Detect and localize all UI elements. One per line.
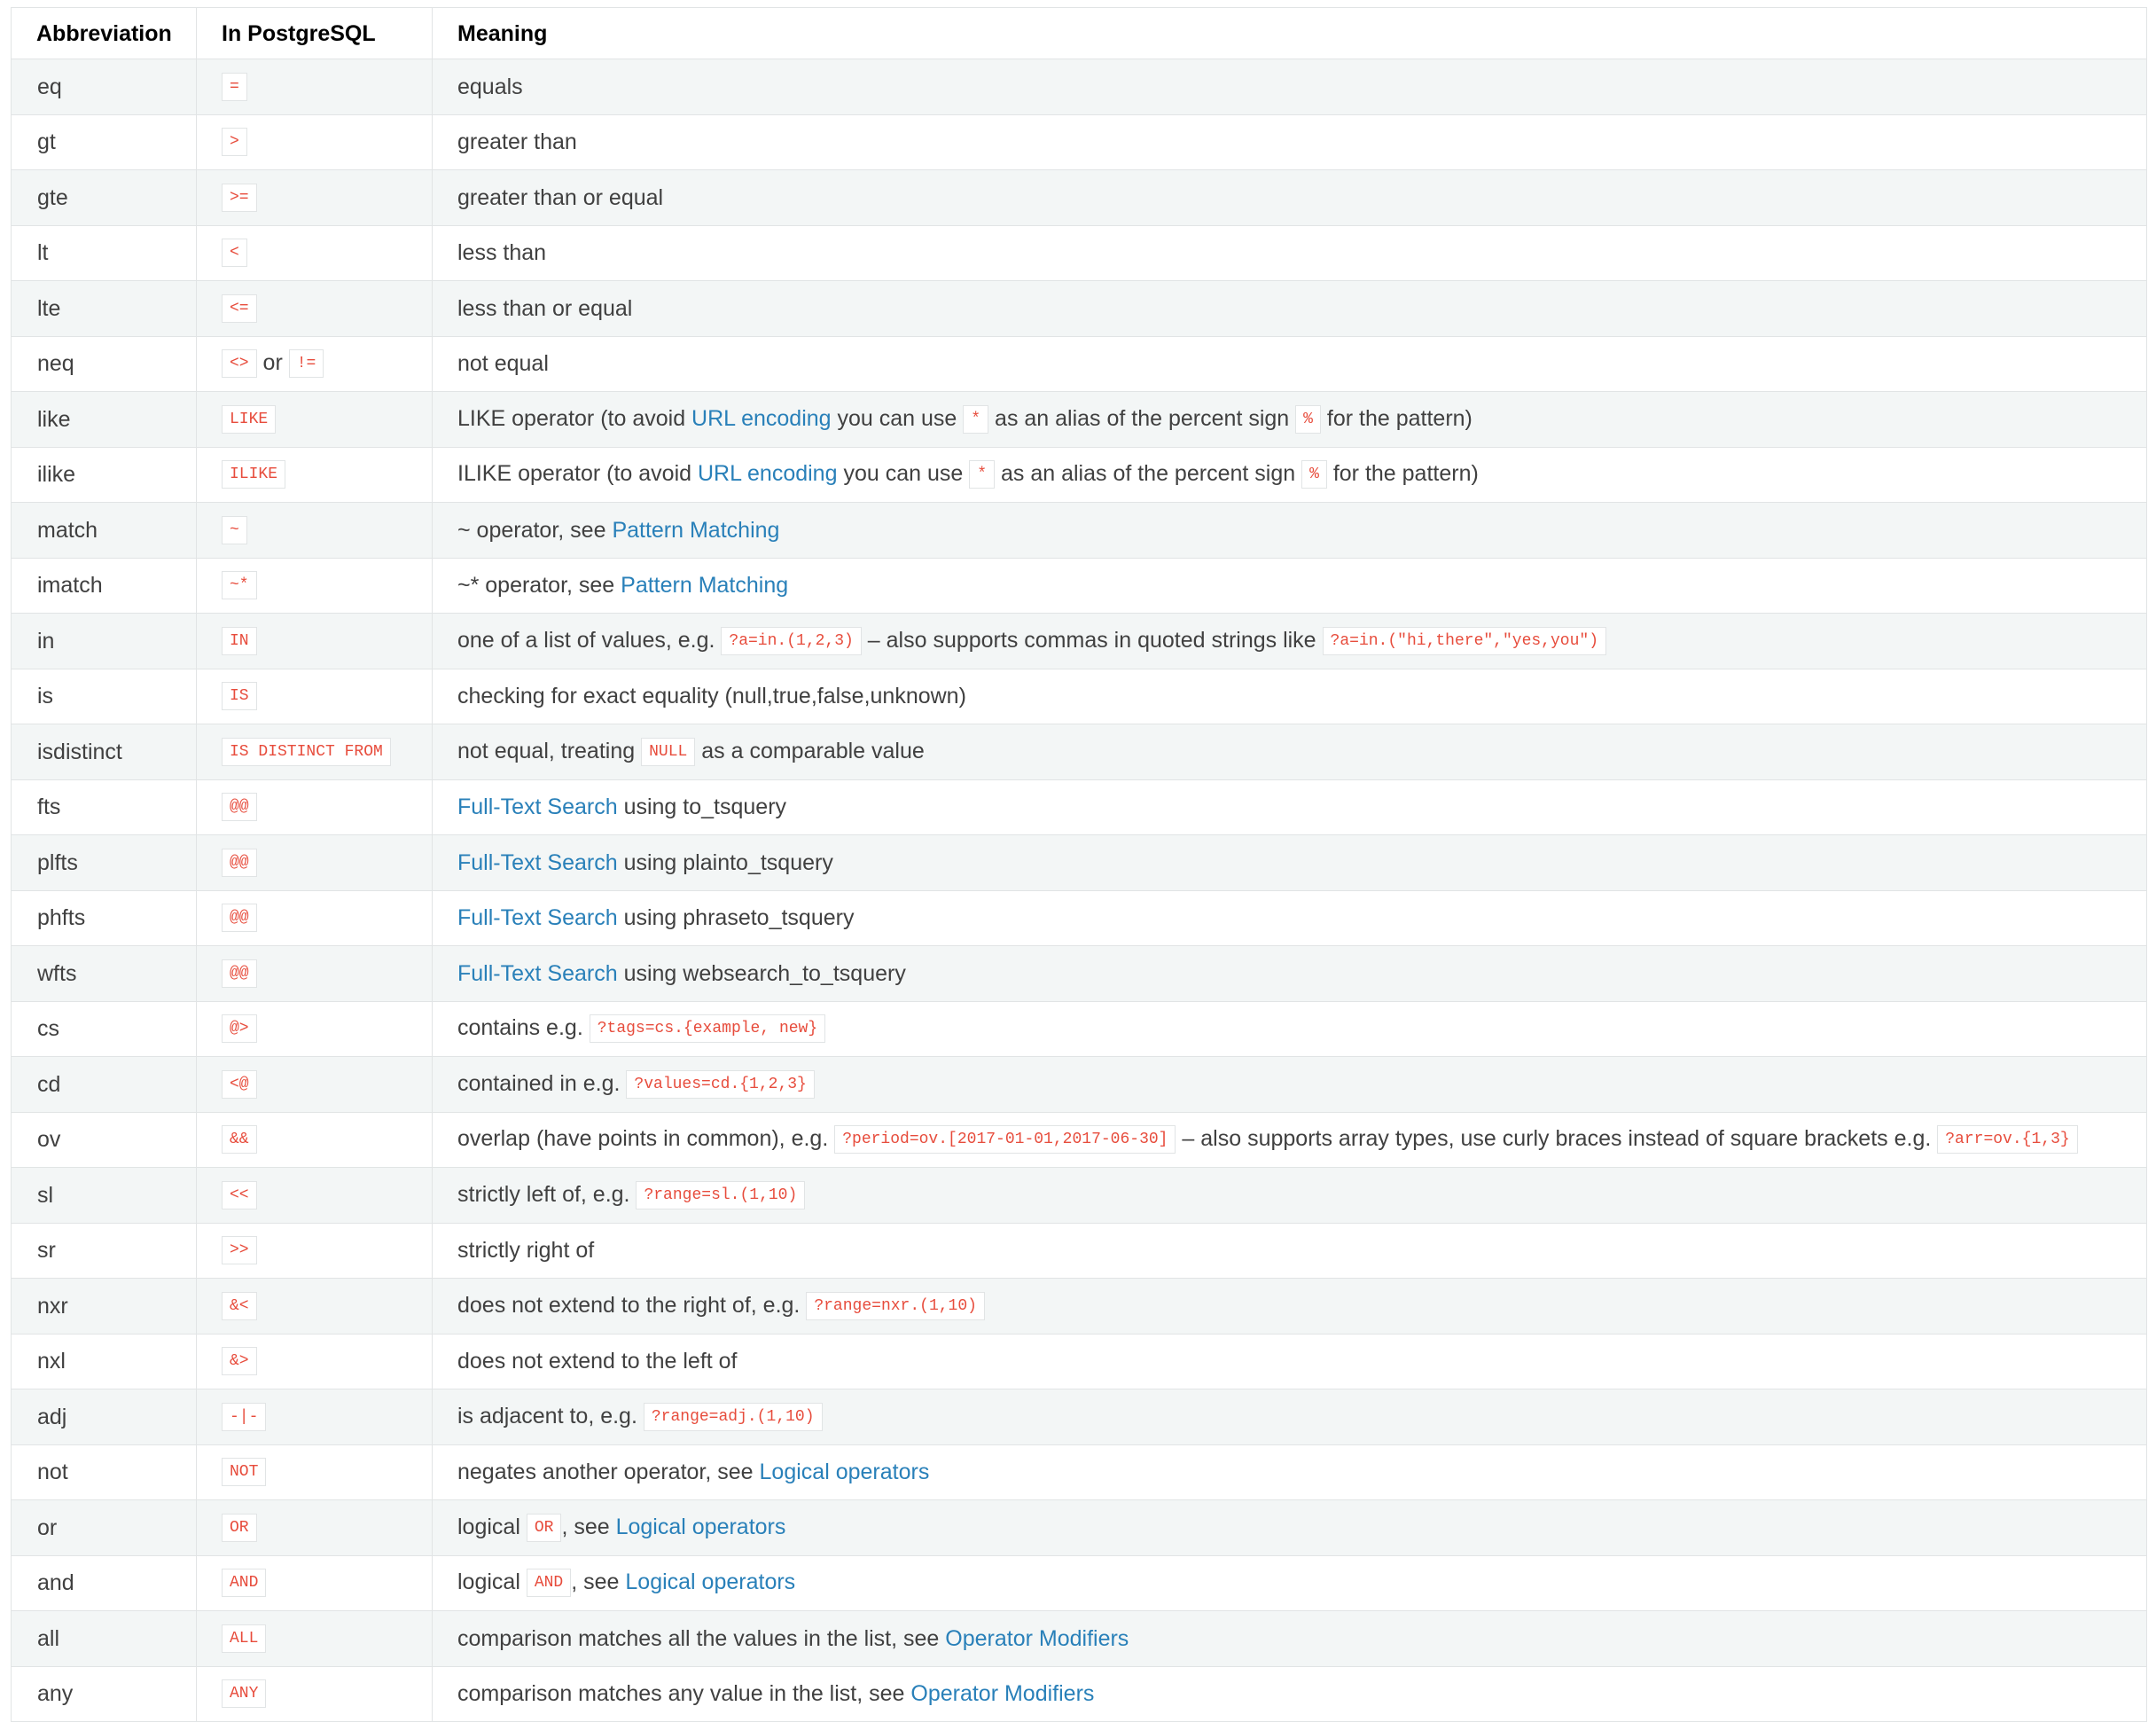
table-row xyxy=(12,946,2147,1002)
table-row xyxy=(12,1112,2147,1168)
cell-text: as an alias of the percent sign xyxy=(995,461,1302,487)
meaning-cell xyxy=(433,779,2147,835)
abbreviation-cell: nxl xyxy=(12,1334,197,1389)
cell-text: ~* operator, see xyxy=(457,573,621,599)
code-snippet: * xyxy=(969,460,995,489)
meaning-cell xyxy=(433,336,2147,392)
table-row xyxy=(12,724,2147,780)
cell-text: for the pattern) xyxy=(1326,461,1479,487)
table-row xyxy=(12,281,2147,337)
table-row xyxy=(12,1555,2147,1611)
meaning-cell xyxy=(433,1112,2147,1168)
meaning-cell xyxy=(433,1444,2147,1500)
code-snippet: < xyxy=(222,239,247,267)
table-row xyxy=(12,890,2147,946)
doc-link[interactable]: Logical operators xyxy=(615,1514,786,1539)
code-snippet: @@ xyxy=(222,849,257,877)
code-snippet: ?a=in.(1,2,3) xyxy=(721,627,861,655)
meaning-cell xyxy=(433,281,2147,337)
table-row xyxy=(12,1279,2147,1335)
postgresql-operator-cell xyxy=(197,503,433,559)
meaning-cell xyxy=(433,614,2147,669)
postgresql-operator-cell xyxy=(197,779,433,835)
abbreviation-cell: adj xyxy=(12,1389,197,1445)
abbreviation-cell: in xyxy=(12,614,197,669)
meaning-cell xyxy=(433,890,2147,946)
meaning-cell xyxy=(433,669,2147,724)
abbreviation-cell: cd xyxy=(12,1057,197,1113)
cell-text: strictly right of xyxy=(457,1238,595,1264)
table-row xyxy=(12,225,2147,281)
code-snippet: LIKE xyxy=(222,405,276,434)
cell-text: does not extend to the left of xyxy=(457,1349,738,1374)
abbreviation-cell: match xyxy=(12,503,197,559)
code-snippet: % xyxy=(1301,460,1327,489)
code-snippet: && xyxy=(222,1125,257,1154)
cell-text: , see xyxy=(561,1514,616,1539)
cell-text: contains e.g. xyxy=(457,1015,590,1041)
meaning-cell xyxy=(433,59,2147,115)
abbreviation-cell: sl xyxy=(12,1168,197,1224)
meaning-cell xyxy=(433,225,2147,281)
abbreviation-cell: lte xyxy=(12,281,197,337)
code-snippet: <> xyxy=(222,349,257,378)
abbreviation-cell: any xyxy=(12,1666,197,1722)
cell-text: LIKE operator (to avoid xyxy=(457,405,692,431)
postgresql-operator-cell xyxy=(197,1223,433,1279)
abbreviation-cell: gt xyxy=(12,114,197,170)
abbreviation-cell: gte xyxy=(12,170,197,226)
doc-link[interactable]: Logical operators xyxy=(625,1569,796,1595)
meaning-cell xyxy=(433,447,2147,503)
cell-text: logical xyxy=(457,1514,527,1539)
cell-text: not equal, treating xyxy=(457,738,642,763)
postgresql-operator-cell xyxy=(197,1389,433,1445)
code-snippet: IS DISTINCT FROM xyxy=(222,738,391,766)
meaning-cell xyxy=(433,1334,2147,1389)
abbreviation-cell: fts xyxy=(12,779,197,835)
meaning-cell xyxy=(433,1168,2147,1224)
abbreviation-cell: wfts xyxy=(12,946,197,1002)
cell-text: logical xyxy=(457,1569,527,1595)
table-row xyxy=(12,170,2147,226)
postgresql-operator-cell xyxy=(197,281,433,337)
doc-link[interactable]: Logical operators xyxy=(759,1460,930,1485)
table-row xyxy=(12,1168,2147,1224)
table-row xyxy=(12,1057,2147,1113)
postgresql-operator-cell xyxy=(197,1112,433,1168)
cell-text: using plainto_tsquery xyxy=(617,849,833,875)
meaning-cell xyxy=(433,558,2147,614)
cell-text: – also supports commas in quoted strings like xyxy=(861,627,1323,653)
cell-text: you can use xyxy=(837,461,970,487)
table-row xyxy=(12,1500,2147,1556)
doc-link[interactable]: Pattern Matching xyxy=(621,573,789,599)
table-row xyxy=(12,336,2147,392)
code-snippet: ?arr=ov.{1,3} xyxy=(1937,1125,2077,1154)
cell-text: less than or equal xyxy=(457,295,633,321)
code-snippet: @@ xyxy=(222,959,257,988)
table-row xyxy=(12,1223,2147,1279)
cell-text: , see xyxy=(571,1569,626,1595)
meaning-cell xyxy=(433,1555,2147,1611)
meaning-cell xyxy=(433,1001,2147,1057)
code-snippet: >> xyxy=(222,1236,257,1264)
cell-text: less than xyxy=(457,240,547,266)
postgresql-operator-cell xyxy=(197,724,433,780)
meaning-cell xyxy=(433,1611,2147,1667)
table-header xyxy=(12,8,2147,59)
cell-text: strictly left of, e.g. xyxy=(457,1181,637,1207)
table-row xyxy=(12,1666,2147,1722)
meaning-cell xyxy=(433,946,2147,1002)
postgresql-operator-cell xyxy=(197,447,433,503)
doc-link[interactable]: Full-Text Search xyxy=(457,794,618,820)
meaning-cell xyxy=(433,1666,2147,1722)
code-snippet: % xyxy=(1295,405,1321,434)
postgresql-operator-cell xyxy=(197,392,433,448)
table-row xyxy=(12,114,2147,170)
code-snippet: AND xyxy=(222,1569,266,1597)
abbreviation-cell: is xyxy=(12,669,197,724)
cell-text: does not extend to the right of, e.g. xyxy=(457,1292,807,1318)
postgresql-operator-cell xyxy=(197,1334,433,1389)
operators-table xyxy=(11,7,2147,1722)
abbreviation-cell: eq xyxy=(12,59,197,115)
doc-link[interactable]: Pattern Matching xyxy=(612,517,780,543)
code-snippet: &> xyxy=(222,1347,257,1375)
cell-text: you can use xyxy=(831,405,964,431)
header-abbreviation: Abbreviation xyxy=(12,8,197,59)
cell-text: – also supports array types, use curly braces instead of square brackets e.g. xyxy=(1176,1126,1938,1152)
abbreviation-cell: or xyxy=(12,1500,197,1556)
cell-text: one of a list of values, e.g. xyxy=(457,627,722,653)
table-row xyxy=(12,447,2147,503)
meaning-cell xyxy=(433,392,2147,448)
code-snippet: ~ xyxy=(222,516,247,544)
cell-text: as a comparable value xyxy=(695,738,925,763)
cell-text: or xyxy=(256,350,289,376)
table-row xyxy=(12,558,2147,614)
table-row xyxy=(12,614,2147,669)
cell-text: greater than or equal xyxy=(457,184,664,210)
abbreviation-cell: plfts xyxy=(12,835,197,891)
doc-link[interactable]: URL encoding xyxy=(697,461,838,487)
code-snippet: ?range=sl.(1,10) xyxy=(636,1181,805,1209)
cell-text: greater than xyxy=(457,129,577,155)
code-snippet: ?values=cd.{1,2,3} xyxy=(626,1070,814,1099)
cell-text: is adjacent to, e.g. xyxy=(457,1403,644,1428)
code-snippet: ILIKE xyxy=(222,460,285,489)
postgresql-operator-cell xyxy=(197,1444,433,1500)
postgresql-operator-cell xyxy=(197,1168,433,1224)
postgresql-operator-cell xyxy=(197,1500,433,1556)
code-snippet: ALL xyxy=(222,1624,266,1653)
meaning-cell xyxy=(433,1223,2147,1279)
cell-text: comparison matches any value in the list, see xyxy=(457,1681,911,1707)
code-snippet: <= xyxy=(222,294,257,323)
header-row xyxy=(12,8,2147,59)
doc-link[interactable]: Operator Modifiers xyxy=(945,1625,1129,1651)
code-snippet: ~* xyxy=(222,571,257,599)
cell-text: for the pattern) xyxy=(1320,405,1472,431)
postgresql-operator-cell xyxy=(197,1666,433,1722)
cell-text: not equal xyxy=(457,351,549,377)
doc-link[interactable]: Full-Text Search xyxy=(457,849,618,875)
code-snippet: IN xyxy=(222,627,257,655)
abbreviation-cell: lt xyxy=(12,225,197,281)
cell-text: comparison matches all the values in the list, see xyxy=(457,1625,946,1651)
table-row xyxy=(12,1334,2147,1389)
code-snippet: != xyxy=(289,349,324,378)
code-snippet: NOT xyxy=(222,1458,266,1486)
meaning-cell xyxy=(433,1389,2147,1445)
abbreviation-cell: imatch xyxy=(12,558,197,614)
code-snippet: ANY xyxy=(222,1679,266,1708)
table-row xyxy=(12,59,2147,115)
postgresql-operator-cell xyxy=(197,1279,433,1335)
code-snippet: ?period=ov.[2017-01-01,2017-06-30] xyxy=(834,1125,1176,1154)
postgresql-operator-cell xyxy=(197,1057,433,1113)
code-snippet: ?range=nxr.(1,10) xyxy=(806,1292,985,1320)
postgresql-operator-cell xyxy=(197,1611,433,1667)
postgresql-operator-cell xyxy=(197,946,433,1002)
postgresql-operator-cell xyxy=(197,225,433,281)
doc-link[interactable]: URL encoding xyxy=(691,405,832,431)
postgresql-operator-cell xyxy=(197,890,433,946)
postgresql-operator-cell xyxy=(197,1001,433,1057)
code-snippet: OR xyxy=(527,1514,562,1542)
code-snippet: IS xyxy=(222,682,257,710)
table-row xyxy=(12,503,2147,559)
postgresql-operator-cell xyxy=(197,59,433,115)
code-snippet: ?a=in.("hi,there","yes,you") xyxy=(1323,627,1606,655)
postgresql-operator-cell xyxy=(197,669,433,724)
abbreviation-cell: and xyxy=(12,1555,197,1611)
cell-text: negates another operator, see xyxy=(457,1460,760,1485)
abbreviation-cell: ov xyxy=(12,1112,197,1168)
operators-table-container xyxy=(11,7,2147,1722)
abbreviation-cell: ilike xyxy=(12,447,197,503)
code-snippet: OR xyxy=(222,1514,257,1542)
postgresql-operator-cell xyxy=(197,614,433,669)
code-snippet: <@ xyxy=(222,1070,257,1099)
table-row xyxy=(12,1444,2147,1500)
code-snippet: ?range=adj.(1,10) xyxy=(644,1403,823,1431)
postgresql-operator-cell xyxy=(197,170,433,226)
code-snippet: NULL xyxy=(641,738,695,766)
cell-text: contained in e.g. xyxy=(457,1070,627,1096)
abbreviation-cell: all xyxy=(12,1611,197,1667)
doc-link[interactable]: Operator Modifiers xyxy=(910,1681,1095,1707)
meaning-cell xyxy=(433,1500,2147,1556)
meaning-cell xyxy=(433,170,2147,226)
postgresql-operator-cell xyxy=(197,336,433,392)
meaning-cell xyxy=(433,835,2147,891)
cell-text: ~ operator, see xyxy=(457,517,613,543)
cell-text: using websearch_to_tsquery xyxy=(617,960,906,986)
table-row xyxy=(12,779,2147,835)
code-snippet: @> xyxy=(222,1014,257,1043)
cell-text: using phraseto_tsquery xyxy=(617,905,855,931)
code-snippet: @@ xyxy=(222,793,257,821)
cell-text: using to_tsquery xyxy=(617,794,787,820)
abbreviation-cell: cs xyxy=(12,1001,197,1057)
abbreviation-cell: phfts xyxy=(12,890,197,946)
code-snippet: >= xyxy=(222,184,257,212)
code-snippet: = xyxy=(222,73,247,101)
code-snippet: > xyxy=(222,128,247,156)
table-row xyxy=(12,1001,2147,1057)
code-snippet: * xyxy=(963,405,988,434)
header-in-postgresql: In PostgreSQL xyxy=(197,8,433,59)
meaning-cell xyxy=(433,114,2147,170)
code-snippet: ?tags=cs.{example, new} xyxy=(590,1014,825,1043)
cell-text: ILIKE operator (to avoid xyxy=(457,461,698,487)
postgresql-operator-cell xyxy=(197,835,433,891)
header-meaning: Meaning xyxy=(433,8,2147,59)
doc-link[interactable]: Full-Text Search xyxy=(457,905,618,931)
code-snippet: -|- xyxy=(222,1403,266,1431)
table-row xyxy=(12,392,2147,448)
table-body xyxy=(12,59,2147,1722)
doc-link[interactable]: Full-Text Search xyxy=(457,960,618,986)
code-snippet: AND xyxy=(527,1569,571,1597)
table-row xyxy=(12,669,2147,724)
table-row xyxy=(12,1611,2147,1667)
abbreviation-cell: not xyxy=(12,1444,197,1500)
postgresql-operator-cell xyxy=(197,114,433,170)
abbreviation-cell: neq xyxy=(12,336,197,392)
meaning-cell xyxy=(433,724,2147,780)
abbreviation-cell: sr xyxy=(12,1223,197,1279)
table-row xyxy=(12,835,2147,891)
code-snippet: @@ xyxy=(222,904,257,932)
postgresql-operator-cell xyxy=(197,558,433,614)
code-snippet: &< xyxy=(222,1292,257,1320)
cell-text: checking for exact equality (null,true,false,unknown) xyxy=(457,684,966,709)
abbreviation-cell: isdistinct xyxy=(12,724,197,780)
cell-text: equals xyxy=(457,74,523,99)
table-row xyxy=(12,1389,2147,1445)
meaning-cell xyxy=(433,1279,2147,1335)
abbreviation-cell: like xyxy=(12,392,197,448)
code-snippet: << xyxy=(222,1181,257,1209)
postgresql-operator-cell xyxy=(197,1555,433,1611)
meaning-cell xyxy=(433,1057,2147,1113)
cell-text: as an alias of the percent sign xyxy=(988,405,1296,431)
cell-text: overlap (have points in common), e.g. xyxy=(457,1126,835,1152)
abbreviation-cell: nxr xyxy=(12,1279,197,1335)
meaning-cell xyxy=(433,503,2147,559)
